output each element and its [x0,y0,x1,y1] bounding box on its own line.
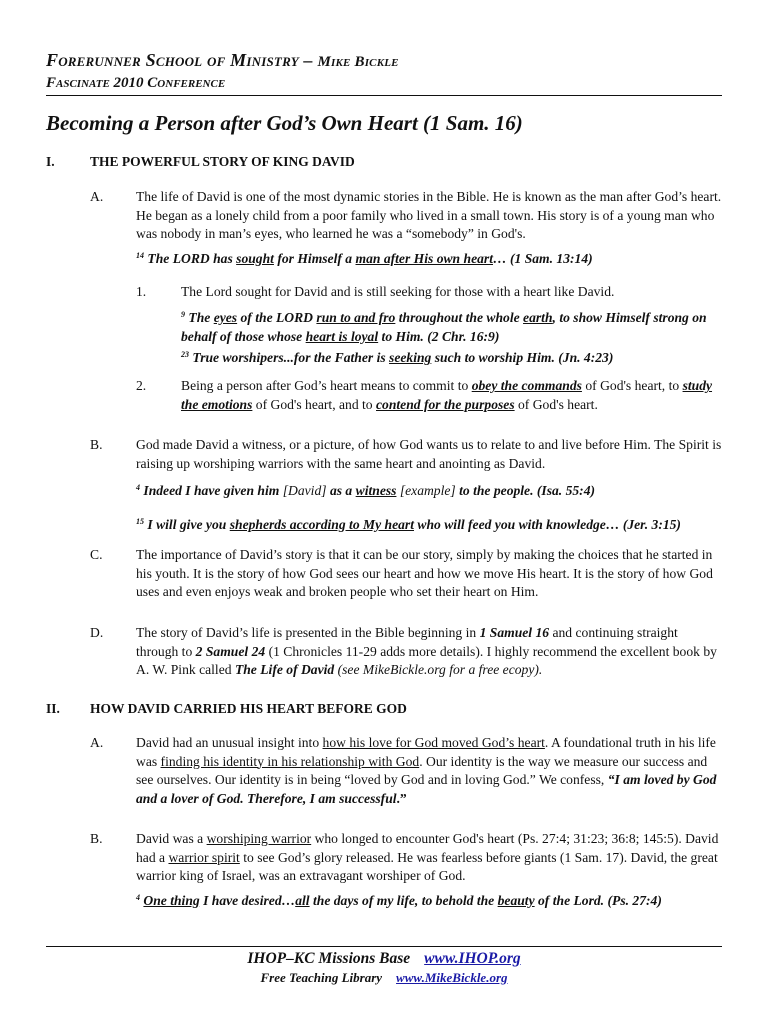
footer-library-line [0,970,768,986]
conference-name: Fascinate 2010 Conference [46,75,226,91]
scripture-quote: $^9$ The eyes of the LORD run to and fro throughout the whole earth, to show Himself strong on behalf of those whose heart is loyal to Him. (2 Chr. 16:9) $^{23}$ True worshipers...for the Father is seeking such to worship Him. (Jn. 4:23) [181,310,707,366]
footer-org: IHOP–KC Missions Base [247,950,411,967]
footer-library: Free Teaching Library [260,970,383,985]
footer-org-line [0,950,768,968]
scripture-quote: $^{15}$ I will give you shepherds according to My heart who will feed you with knowledge… (Jer. 3:15) [136,517,681,532]
section-heading: II. HOW DAVID CARRIED HIS HEART BEFORE GOD [46,701,407,716]
footer-link-mikebickle[interactable]: www.MikeBickle.org [396,970,508,985]
footer-rule [46,946,722,947]
header-ministry-line: Forerunner School of Ministry – Mike Bickle [46,50,399,70]
page-title: Becoming a Person after God’s Own Heart (1 Sam. 16) [46,111,523,135]
scripture-quote: $^{14}$ The LORD has sought for Himself a man after His own heart… (1 Sam. 13:14) [136,251,593,266]
ministry-name: Forerunner School of Ministry [46,50,299,70]
author-name: Mike Bickle [317,54,399,70]
scripture-quote: $^4$ One thing I have desired…all the days of my life, to behold the beauty of the Lord. (Ps. 27:4) [136,893,662,908]
document-page: Forerunner School of Ministry – Mike Bickle Fascinate 2010 Conference Becoming a Person after God’s Own Heart (1 Sam. 16) I. THE POWERFUL STORY OF KING DAVID A. The life of David is one of the most dynamic stories in the Bible. He is known as the man after God’s heart. He began as a lonely child from a poor family who lived in a small town. His story is of a young man who was nobody in man’s eyes, who learned he was a “somebody” in God's. $^{14}$ The LORD has sought for Himself a man after His own heart… (1 Sam. 13:14) 1. The Lord sought for David and is still seeking for those with a heart like David. $^9$ The eyes of the LORD run to and fro throughout the whole earth, to show Himself strong on behalf of those whose heart is loyal to Him. (2 Chr. 16:9) $^{23}$ True worshipers...for the Father is seeking such to worship Him. (Jn. 4:23) 2. Being a person after God’s heart means to commit to obey the commands of God's heart, to study the emotions of God's heart, and to contend for the purposes of God's heart. B. God made David a witness, or a picture, of how God wants us to relate to and live before Him. The Spirit is raising up worshiping warriors with the same heart and anointing as David. $^4$ Indeed I have given him [David] as a witness [example] to the people. (Isa. 55:4) $^{15}$ I will give you shepherds according to My heart who will feed you with knowledge… (Jer. 3:15) C. The importance of David’s story is that it can be our story, simply by making the choices that he started in his youth. It is the story of how God sees our heart and how we move His heart. It is the story of how God uses and even enjoys weak and broken people who set their heart on Him. D. The story of David’s life is presented in the Bible beginning in 1 Samuel 16 and continuing straight through to 2 Samuel 24 (1 Chronicles 11-29 adds more details). I highly recommend the excellent book by A. W. Pink called The Life of David (see MikeBickle.org for a free ecopy). II. HOW DAVID CARRIED HIS HEART BEFORE GOD A. David had an unusual insight into how his love for God moved God’s heart. A foundational truth in his life was finding his identity in his relationship with God. Our identity is the way we measure our success and see ourselves. Our identity is in being “loved by God and in loving God.” We confess, “I am loved by God and a lover of God. Therefore, I am successful.” B. David was a worshiping warrior who longed to encounter God's heart (Ps. 27:4; 31:23; 36:8; 145:5). David had a warrior spirit to see God’s glory released. He was fearless before giants (1 Sam. 17). David, the great warrior king of Israel, was an extravagant worshiper of God. $^4$ One thing I have desired…all the days of my life, to behold the beauty of the Lord. (Ps. 27:4) IHOP–KC Missions Base www.IHOP.org Free Teaching Library www.MikeBickle.org [0,0,768,1024]
section-heading: I. THE POWERFUL STORY OF KING DAVID [46,154,355,169]
footer-link-ihop[interactable]: www.IHOP.org [424,950,521,967]
scripture-quote: $^4$ Indeed I have given him [David] as a witness [example] to the people. (Isa. 55:4) [136,483,596,498]
header-rule [46,95,722,96]
